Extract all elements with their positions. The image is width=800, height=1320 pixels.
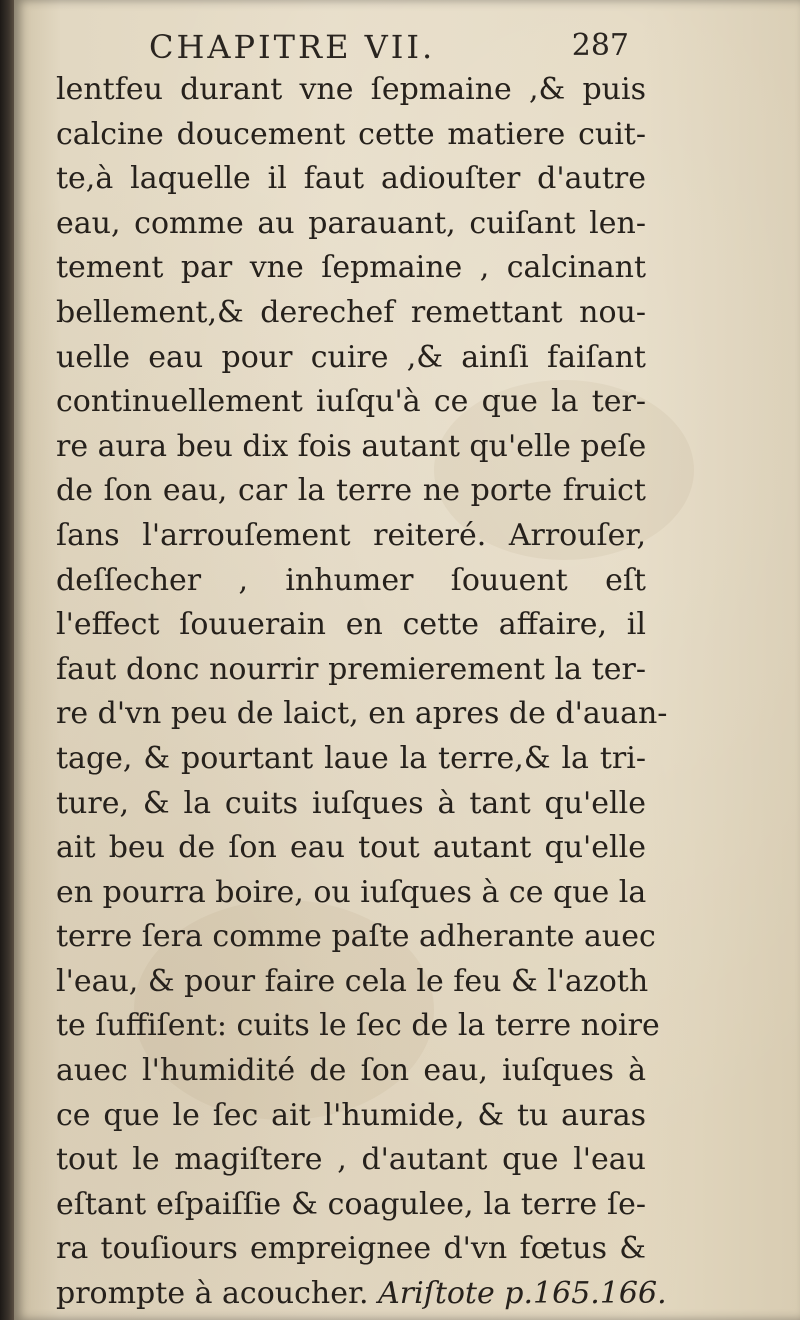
text-line: tout le magiſtere , d'autant que l'eau (56, 1142, 646, 1178)
book-page (14, 0, 800, 1320)
text-line: auec l'humidité de ſon eau, iuſques à (56, 1053, 646, 1089)
book-spine-shadow (0, 0, 14, 1320)
text-line: deſſecher , inhumer ſouuent eſt (56, 562, 646, 598)
text-line: ra touſiours empreignee d'vn fœtus & (56, 1231, 646, 1267)
text-line: calcine doucement cette matiere cuit- (56, 116, 646, 152)
text-line: te ſuffiſent: cuits le ſec de la terre noire (56, 1008, 660, 1044)
text-line: de ſon eau, car la terre ne porte fruict (56, 473, 646, 509)
page-header (149, 28, 629, 72)
body-text (56, 68, 668, 1317)
text-line: ture, & la cuits iuſques à tant qu'elle (56, 785, 646, 821)
text-line: bellement,& derechef remettant nou- (56, 294, 646, 330)
text-line: ait beu de ſon eau tout autant qu'elle (56, 830, 646, 866)
text-line: terre ſera comme paſte adherante auec (56, 919, 656, 955)
text-line: te,à laquelle il faut adiouſter d'autre (56, 161, 646, 197)
text-line: en pourra boire, ou iuſques à ce que la (56, 874, 647, 910)
text-line: l'eau, & pour faire cela le feu & l'azoth (56, 963, 649, 999)
text-line: eau, comme au parauant, cuiſant len- (56, 205, 646, 241)
text-line: l'effect ſouuerain en cette affaire, il (56, 607, 646, 643)
text-line: re aura beu dix fois autant qu'elle peſe (56, 428, 647, 464)
text-line: faut donc nourrir premierement la ter- (56, 651, 646, 687)
text-line: tement par vne ſepmaine , calcinant (56, 250, 646, 286)
text-line: uelle eau pour cuire ,& ainſi faiſant (56, 339, 646, 375)
text-line: ce que le ſec ait l'humide, & tu auras (56, 1097, 646, 1133)
text-line: lentfeu durant vne ſepmaine ,& puis (56, 72, 646, 107)
running-head: CHAPITRE VII. (149, 28, 436, 66)
source-reference: Ariſtote p.165.166. (378, 1276, 667, 1312)
text-line-final-body: prompte à acoucher. (56, 1276, 369, 1312)
page-number: 287 (571, 28, 629, 63)
text-line: tage, & pourtant laue la terre,& la tri- (56, 740, 646, 776)
text-line: eſtant eſpaiſſie & coagulee, la terre ſe- (56, 1186, 646, 1222)
text-line: re d'vn peu de laict, en apres de d'auan- (56, 696, 668, 732)
text-line-final (56, 1272, 667, 1317)
text-line: ſans l'arrouſement reiteré. Arrouſer, (56, 517, 646, 553)
text-line: continuellement iuſqu'à ce que la ter- (56, 384, 646, 420)
